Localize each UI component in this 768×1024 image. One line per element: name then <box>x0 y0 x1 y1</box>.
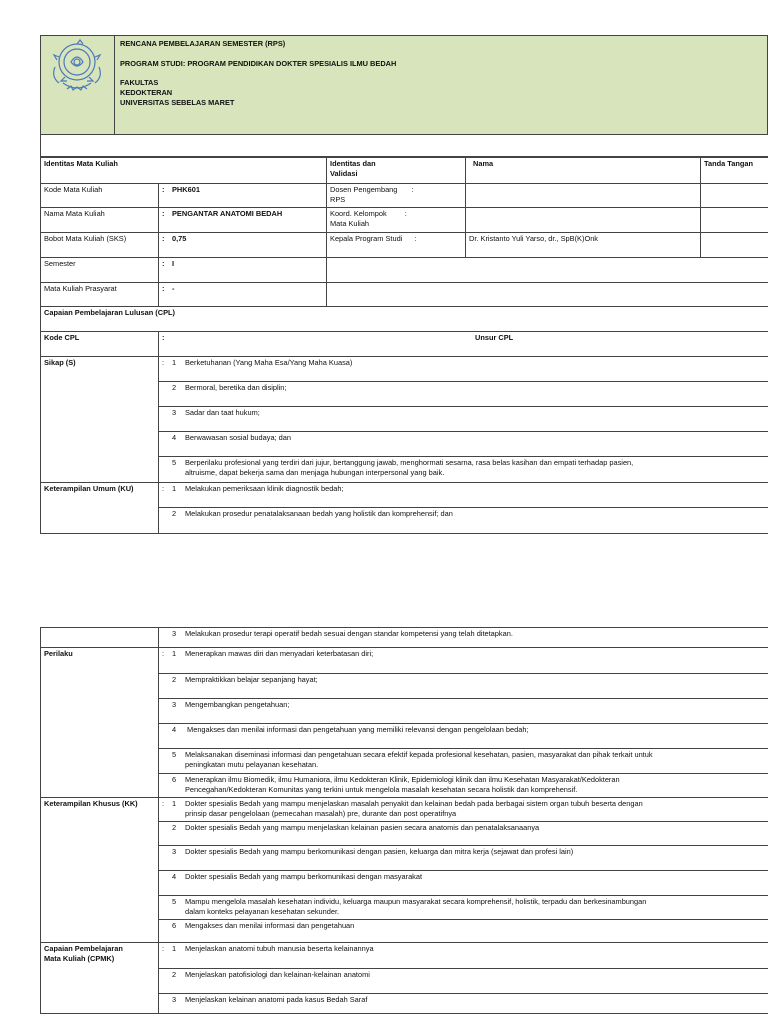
role-dosen-pengembang: Dosen Pengembang : RPS <box>327 184 466 208</box>
value-semester: : I <box>159 258 327 283</box>
sikap-item-3: 3 Sadar dan taat hukum; <box>159 407 768 432</box>
value-nama-mk: : PENGANTAR ANATOMI BEDAH <box>159 208 327 233</box>
sikap-label: Sikap (S) <box>41 357 159 483</box>
program-study: PROGRAM STUDI: PROGRAM PENDIDIKAN DOKTER SPESIALIS ILMU BEDAH <box>120 58 397 68</box>
sign-kepala-prodi <box>701 233 768 258</box>
rps-table-part-2 <box>40 627 768 1014</box>
sign-dosen-pengembang <box>701 184 768 208</box>
ku-item-1: : 1 Melakukan pemeriksaan klinik diagnostik bedah; <box>159 483 768 508</box>
ku-continued-label <box>41 628 159 648</box>
perilaku-item-1: : 1 Menerapkan mawas diri dan menyadari keterbatasan diri; <box>159 648 768 674</box>
perilaku-label: Perilaku <box>41 648 159 798</box>
label-prasyarat: Mata Kuliah Prasyarat <box>41 283 159 307</box>
sikap-item-2: 2 Bermoral, beretika dan disiplin; <box>159 382 768 407</box>
label-nama-mk: Nama Mata Kuliah <box>41 208 159 233</box>
name-kepala-prodi: Dr. Kristanto Yuli Yarso, dr., SpB(K)Onk <box>466 233 701 258</box>
sign-koord-kelompok <box>701 208 768 233</box>
header-text <box>120 39 396 108</box>
label-kode-mk: Kode Mata Kuliah <box>41 184 159 208</box>
doc-title: RENCANA PEMBELAJARAN SEMESTER (RPS) <box>120 39 286 48</box>
rps-table-part-1 <box>40 157 768 534</box>
kk-label: Keterampilan Khusus (KK) <box>41 798 159 943</box>
kode-cpl-label: Kode CPL <box>41 332 159 357</box>
perilaku-item-3: 3 Mengembangkan pengetahuan; <box>159 699 768 724</box>
faculty-name: KEDOKTERAN <box>120 87 173 97</box>
cpmk-item-1: : 1 Menjelaskan anatomi tubuh manusia beserta kelainannya <box>159 943 768 969</box>
kk-item-2: 2 Dokter spesialis Bedah yang mampu menjelaskan kelainan pasien secara anatomis dan penatalaksanaanya <box>159 822 768 846</box>
header-spacer <box>40 135 768 157</box>
tanda-tangan-header: Tanda Tangan <box>701 158 768 184</box>
label-bobot-mk: Bobot Mata Kuliah (SKS) <box>41 233 159 258</box>
document-header <box>40 35 768 135</box>
ku-item-2: 2 Melakukan prosedur penatalaksanaan bedah yang holistik dan komprehensif; dan <box>159 508 768 534</box>
name-dosen-pengembang <box>466 184 701 208</box>
kk-item-1: : 1 Dokter spesialis Bedah yang mampu menjelaskan masalah penyakit dan kelainan bedah pada berbagai sistem organ tubuh beserta dengan prinsip dasar pengelolaan (pemecahan masalah) pre, durante dan post operatifnya <box>159 798 768 822</box>
role-kepala-prodi: Kepala Program Studi : <box>327 233 466 258</box>
empty-prasyarat-right <box>327 283 768 307</box>
kk-item-3: 3 Dokter spesialis Bedah yang mampu berkomunikasi dengan pasien, keluarga dan mitra kerja (sejawat dan profesi lain) <box>159 846 768 871</box>
university-name: UNIVERSITAS SEBELAS MARET <box>120 97 235 107</box>
unsur-cpl-header: : Unsur CPL <box>159 332 768 357</box>
nama-header: Nama <box>466 158 701 184</box>
sikap-item-4: 4 Berwawasan sosial budaya; dan <box>159 432 768 457</box>
perilaku-item-5: 5 Melaksanakan diseminasi informasi dan pengetahuan secara efektif kepada profesional kesehatan, pasien, masyarakat dan pihak terkait untuk peningkatan mutu pelayanan kesehatan. <box>159 749 768 774</box>
value-prasyarat: : - <box>159 283 327 307</box>
logo-cell <box>41 36 115 134</box>
role-koord-kelompok: Koord. Kelompok : Mata Kuliah <box>327 208 466 233</box>
perilaku-item-6: 6 Menerapkan ilmu Biomedik, ilmu Humaniora, ilmu Kedokteran Klinik, Epidemiologi klinik dan ilmu Kesehatan Masyarakat/Kedokteran Pencegahan/Kedokteran Komunitas yang terkini untuk mengelola masalah kesehatan secara holistik dan komprehensif. <box>159 774 768 798</box>
identitas-validasi-header: Identitas dan Validasi <box>327 158 466 184</box>
perilaku-item-4: 4 Mengakses dan menilai informasi dan pengetahuan yang memiliki relevansi dengan pengelolaan bedah; <box>159 724 768 749</box>
cpl-section-title: Capaian Pembelajaran Lulusan (CPL) <box>41 307 768 332</box>
name-koord-kelompok <box>466 208 701 233</box>
perilaku-item-2: 2 Mempraktikkan belajar sepanjang hayat; <box>159 674 768 699</box>
sikap-item-1: : 1 Berketuhanan (Yang Maha Esa/Yang Maha Kuasa) <box>159 357 768 382</box>
label-semester: Semester <box>41 258 159 283</box>
university-seal-logo <box>45 37 109 95</box>
cpmk-item-3: 3 Menjelaskan kelainan anatomi pada kasus Bedah Saraf <box>159 994 768 1014</box>
ku-label: Keterampilan Umum (KU) <box>41 483 159 534</box>
value-bobot-mk: : 0,75 <box>159 233 327 258</box>
kk-item-4: 4 Dokter spesialis Bedah yang mampu berkomunikasi dengan masyarakat <box>159 871 768 896</box>
cpmk-label: Capaian Pembelajaran Mata Kuliah (CPMK) <box>41 943 159 1014</box>
sikap-item-5: 5 Berperilaku profesional yang terdiri dari jujur, bertanggung jawab, menghormati sesarna, rasa belas kasihan dan empati terhadap pasien, altruisme, dapat bekerja sama dan menjaga hubungan interpersonal yang baik. <box>159 457 768 483</box>
kk-item-5: 5 Mampu mengelola masalah kesehatan individu, keluarga maupun masyarakat secara komprehensif, holistik, terpadu dan berkesinambungan dalam konteks pelayanan kesehatan sekunder. <box>159 896 768 920</box>
value-kode-mk: : PHK601 <box>159 184 327 208</box>
faculty-label: FAKULTAS <box>120 78 159 88</box>
cpmk-item-2: 2 Menjelaskan patofisiologi dan kelainan-kelainan anatomi <box>159 969 768 994</box>
identitas-mk-header: Identitas Mata Kuliah <box>41 158 327 184</box>
empty-semester-right <box>327 258 768 283</box>
kk-item-6: 6 Mengakses dan menilai informasi dan pengetahuan <box>159 920 768 943</box>
ku-item-3: 3 Melakukan prosedur terapi operatif bedah sesuai dengan standar kompetensi yang telah ditetapkan. <box>159 628 768 648</box>
